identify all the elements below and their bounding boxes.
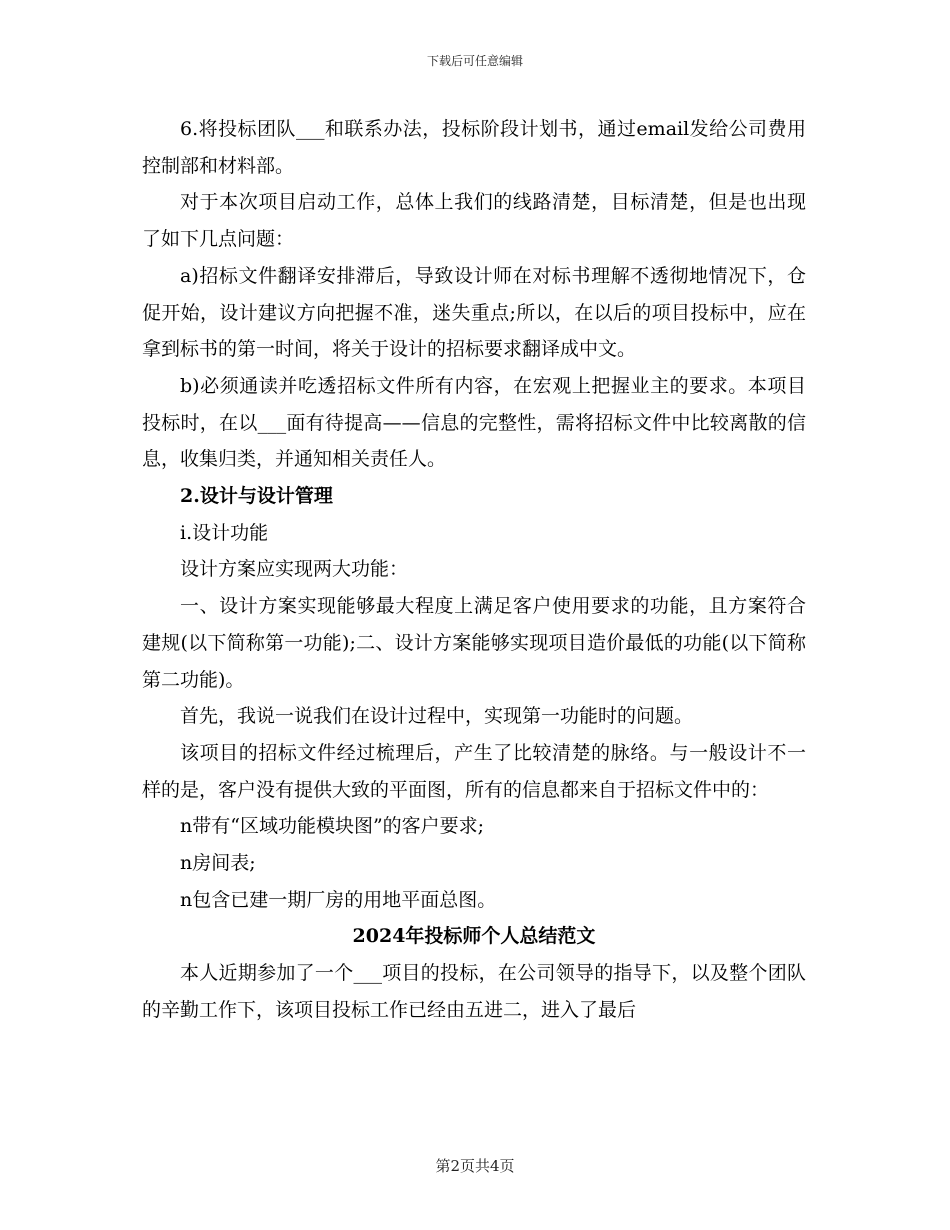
paragraph-issue-b: b)必须通读并吃透招标文件所有内容，在宏观上把握业主的要求。本项目投标时，在以___面有待提高——信息的完整性，需将招标文件中比较离散的信息，收集归类，并通知相关责任人。 <box>142 374 806 471</box>
paragraph-two-functions: 设计方案应实现两大功能： <box>180 558 409 581</box>
list-item-site-plan: n包含已建一期厂房的用地平面总图。 <box>180 888 497 911</box>
subheading-design-function: i.设计功能 <box>180 521 269 544</box>
section-heading-design: 2.设计与设计管理 <box>180 485 333 508</box>
article-title: 2024年投标师个人总结范文 <box>352 925 596 948</box>
page-footer: 第2页共4页 <box>435 1157 515 1175</box>
list-item-room-table: n房间表; <box>180 852 256 875</box>
page-header: 下载后可任意编辑 <box>426 54 523 68</box>
paragraph-functions-detail: 一、设计方案实现能够最大程度上满足客户使用要求的功能，且方案符合建规(以下简称第一功能);二、设计方案能够实现项目造价最低的功能(以下简称第二功能)。 <box>142 595 806 691</box>
paragraph-summary-intro: 本人近期参加了一个___项目的投标，在公司领导的指导下，以及整个团队的辛勤工作下，该项目投标工作已经由五进二，进入了最后 <box>142 962 806 1021</box>
paragraph-issues-intro: 对于本次项目启动工作，总体上我们的线路清楚，目标清楚，但是也出现了如下几点问题： <box>142 191 806 251</box>
paragraph-issue-a: a)招标文件翻译安排滞后，导致设计师在对标书理解不透彻地情况下，仓促开始，设计建议方向把握不准，迷失重点;所以，在以后的项目投标中，应在拿到标书的第一时间，将关于设计的招标要求翻译成中文。 <box>142 264 806 361</box>
paragraph-first-function: 首先，我说一说我们在设计过程中，实现第一功能时的问题。 <box>180 705 694 728</box>
list-item-module-diagram: n带有“区域功能模块图”的客户要求; <box>180 815 485 838</box>
paragraph-team-email: 6.将投标团队___和联系办法，投标阶段计划书，通过email发给公司费用控制部和材料部。 <box>142 118 806 177</box>
document-body <box>142 111 806 1029</box>
paragraph-tender-docs: 该项目的招标文件经过梳理后，产生了比较清楚的脉络。与一般设计不一样的是，客户没有提供大致的平面图，所有的信息都来自于招标文件中的： <box>142 741 806 801</box>
